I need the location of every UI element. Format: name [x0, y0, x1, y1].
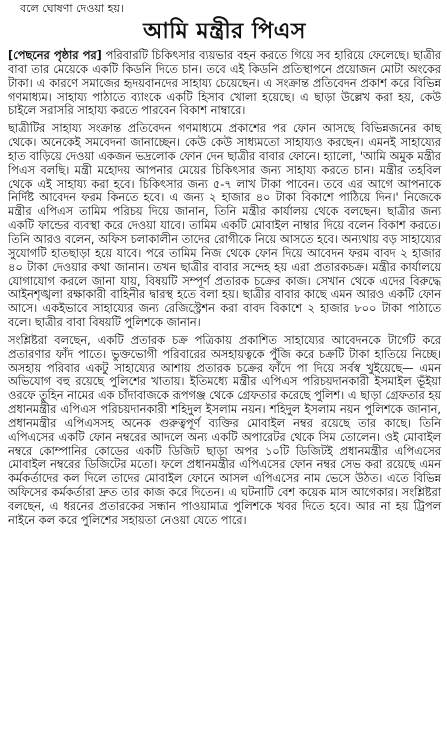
paragraph-3: সংশ্লিষ্টরা বলছেন, একটি প্রতারক চক্র পত্রিকায় প্রকাশিত সাহায্যের আবেদনকে টার্গেট করে প্রতারণার ফাঁদ পাতে। ভুক্তভোগী পরিবারের অসহায়ত্বকে পুঁজি করে চক্রটি টাকা হাতিয়ে নিচ্ছে। অসহায় পরিবার একটু সাহায্যের আশায় প্রতারক চক্রের ফাঁদে পা দিয়ে সর্বস্ব খুইয়েছে— এমন অভিযোগ বহু রয়েছে পুলিশের খাতায়। ইতিমধ্যে মন্ত্রীর এপিএস পরিচয়দানকারী ইসমাইল ভূঁইয়া ওরফে তুহিন নামের এক চাঁদাবাজকে রূপগঞ্জ থেকে গ্রেফতার করেছে পুলিশ। এ ছাড়া গ্রেফতার হয় প্রধানমন্ত্রীর এপিএস পরিচয়দানকারী শহিদুল ইসলাম নয়ন। শহিদুল ইসলাম নয়ন পুলিশকে জানান, প্রধানমন্ত্রীর এপিএসসহ অনেক গুরুত্বপূর্ণ ব্যক্তির মোবাইল নম্বর রয়েছে তার কাছে। তিনি এপিএসের একটি ফোন নম্বরের আদলে অন্য একটি অপারেটর থেকে সিম তোলেন। ওই মোবাইল নম্বরে কোম্পানির কোডের একটি ডিজিট ছাড়া অপর ১০টি ডিজিটই প্রধানমন্ত্রীর এপিএসের মোবাইল নম্বরের ডিজিটের মতো। ফলে প্রধানমন্ত্রীর এপিএসের ফোন নম্বর সেভ করা রয়েছে এমন কর্মকর্তাদের কল দিলে তাদের মোবাইল ফোনে আসল এপিএসের নাম ভেসে উঠত। এতে বিভিন্ন অফিসের কর্মকর্তারা দ্রুত তার কাজ করে দিতেন। এ ঘটনাটি বেশ কয়েক মাস আগেকার। সংশ্লিষ্টরা বলছেন, এ ধরনের প্রতারকের সন্ধান পাওয়ামাত্র পুলিশকে খবর দিতে হবে। আর না হয় ট্রিপল নাইনে কল করে পুলিশের সহায়তা নেওয়া যেতে পারে।: [8, 333, 441, 527]
paragraph-1-text: পরিবারটি চিকিৎসার ব্যয়ভার বহন করতে গিয়ে সব হারিয়ে ফেলেছে। ছাত্রীর বাবা তার মেয়েকে একটি কিডনি দিতে চান। তবে এই কিডনি প্রতিস্থাপনে প্রয়োজন মোটা অংকের টাকা। এ কারণে সমাজের হৃদয়বানদের সাহায্য চেয়েছেন। এ সংক্রান্ত প্রতিবেদন প্রকাশ করে বিভিন্ন গণমাধ্যম। সাহায্য পাঠাতে ব্যাংকে একটি হিসাব খোলা হয়েছে। এ ছাড়া উল্লেখ করা হয়, কেউ চাইলে সরাসরি সাহায্য করতে পারবেন বিকাশ নাম্বারে।: [8, 49, 442, 118]
paragraph-2: ছাত্রীটির সাহায্য সংক্রান্ত প্রতিবেদন গণমাধ্যমে প্রকাশের পর ফোন আসছে বিভিন্নজনের কাছ থেকে। অনেকেই সমবেদনা জানাচ্ছেন। কেউ কেউ সাধ্যমতো সাহায্যও করছেন। এমনই সাহায্যের হাত বাড়িয়ে দেওয়া একজন ভদ্রলোক ফোন দেন ছাত্রীর বাবার ফোনে। হ্যালো, 'আমি অমুক মন্ত্রীর পিএস বলছি। মন্ত্রী মহোদয় আপনার মেয়ের চিকিৎসার জন্য সাহায্য করতে চান। মন্ত্রীর তহবিল থেকে এই সাহায্য করা হবে। চিকিৎসার জন্য ৫-৭ লাখ টাকা পাবেন। তবে এর আগে আপনাকে নির্দিষ্ট আবেদন ফরম কিনতে হবে। এ জন্য ২ হাজার ৪০ টাকা বিকাশে পাঠিয়ে দিন।' নিজেকে মন্ত্রীর এপিএস তামিম পরিচয় দিয়ে জানান, তিনি মন্ত্রীর কার্যালয় থেকে বলছেন। ছাত্রীর জন্য একটি ফান্ডের ব্যবস্থা করে দেওয়া যাবে। তামিম একটি মোবাইল নাম্বার দিয়ে বলেন বিকাশ করতে। তিনি আরও বলেন, অফিস চলাকালীন তাদের রোগীকে নিয়ে আসতে হবে। অন্যথায় বড় সাহায্যের সুযোগটি হাতছাড়া হয়ে যাবে। পরে তামিম নিজ থেকে ফোন দিয়ে আবেদন ফরম বাবদ ২ হাজার ৪০ টাকা দেওয়ার কথা জানান। তখন ছাত্রীর বাবার সন্দেহ হয় এরা প্রতারকচক্র। মন্ত্রীর কার্যালয়ে যোগাযোগ করলে জানা যায়, বিষয়টি সম্পূর্ণ প্রতারক চক্রের কাজ। সেখান থেকে এদের বিরুদ্ধে আইনশৃঙ্খলা রক্ষাকারী বাহিনীর দ্বারস্থ হতে বলা হয়। ছাত্রীর বাবার কাছে এমন আরও একটি ফোন আসে। একইভাবে সাহায্যের জন্য রেজিস্ট্রেশন করা বাবদ বিকাশে ২ হাজার ৮০০ টাকা পাঠাতে বলে। ছাত্রীর বাবা বিষয়টি পুলিশকে জানান।: [8, 122, 441, 330]
headline: আমি মন্ত্রীর পিএস: [143, 19, 306, 44]
paragraph-1: [8, 49, 441, 118]
previous-article-tail: বলে ঘোষণা দেওয়া হয়।: [20, 2, 124, 15]
continued-from-tag: [পেছনের পৃষ্ঠার পর]: [8, 49, 102, 62]
